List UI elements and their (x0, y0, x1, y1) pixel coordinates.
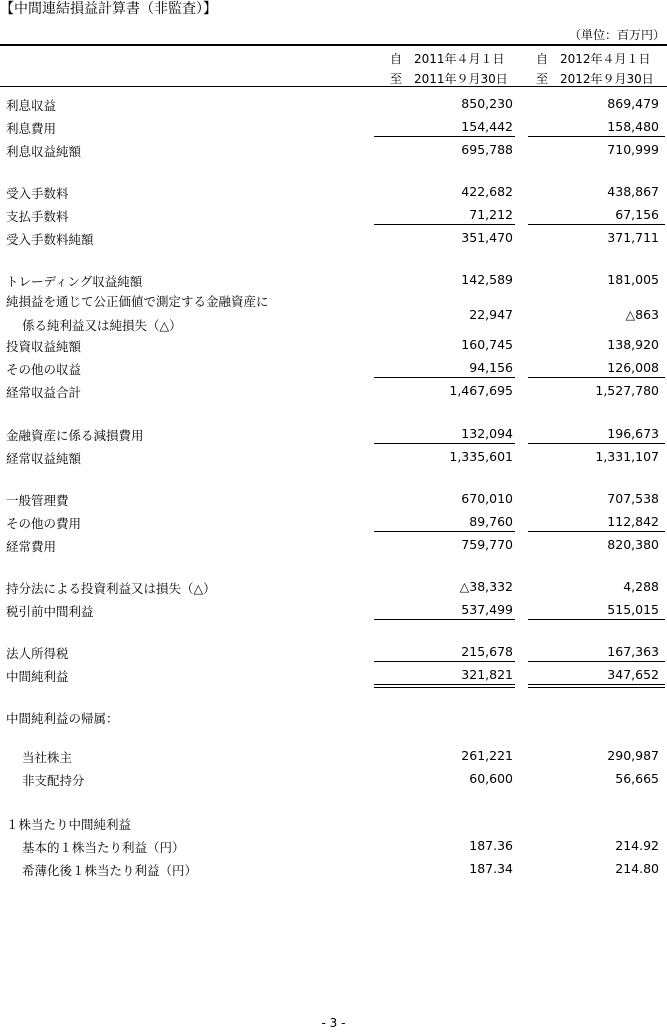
value-2012: 290,987 (607, 748, 659, 763)
value-2012: 4,288 (623, 579, 659, 594)
row-label: その他の収益 (6, 362, 82, 377)
value-2011: 1,335,601 (449, 449, 513, 464)
row-label: 利息収益純額 (6, 144, 82, 159)
unit-label: （単位：百万円） (568, 28, 665, 42)
table-row (0, 488, 667, 508)
value-2012: 112,842 (607, 514, 659, 529)
subtotal-rule (528, 684, 665, 685)
row-label: 経常収益純額 (6, 451, 82, 466)
value-2012: △863 (625, 307, 659, 322)
value-2011: 132,094 (461, 426, 513, 441)
table-row (0, 835, 667, 855)
table-row (0, 768, 667, 788)
row-label: 持分法による投資利益又は損失（△） (6, 581, 216, 596)
value-2012: 67,156 (615, 207, 659, 222)
row-label: トレーディング収益純額 (6, 274, 143, 289)
value-2011: 422,682 (461, 184, 513, 199)
row-label: １株当たり中間純利益 (6, 817, 132, 832)
value-2011: 351,470 (461, 230, 513, 245)
table-row (0, 116, 667, 136)
value-2011: 670,010 (461, 491, 513, 506)
table-row (0, 599, 667, 619)
row-label: 中間純利益 (6, 669, 69, 684)
subtotal-rule (374, 684, 515, 685)
value-2012: 214.92 (615, 838, 659, 853)
subtotal-rule (374, 224, 515, 225)
header-rule (0, 86, 667, 87)
row-label: 利息費用 (6, 121, 57, 136)
value-2012: 869,479 (607, 96, 659, 111)
value-2012: 1,331,107 (595, 449, 659, 464)
subtotal-rule (374, 443, 515, 444)
table-row (0, 357, 667, 377)
col1-period-start: 自 2011年４月１日 (390, 52, 505, 66)
row-label: 支払手数料 (6, 209, 69, 224)
value-2011: 321,821 (461, 667, 513, 682)
value-2012: 196,673 (607, 426, 659, 441)
table-row (0, 380, 667, 400)
table-row (0, 269, 667, 289)
table-row (0, 227, 667, 247)
subtotal-rule (374, 377, 515, 378)
table-row (0, 334, 667, 354)
row-label: 投資収益純額 (6, 339, 82, 354)
subtotal-rule (374, 136, 515, 137)
subtotal-rule (528, 661, 665, 662)
value-2012: 1,527,780 (595, 383, 659, 398)
subtotal-rule (528, 136, 665, 137)
value-2011: 215,678 (461, 644, 513, 659)
row-label: 法人所得税 (6, 646, 69, 661)
table-row (0, 576, 667, 596)
value-2012: 158,480 (607, 119, 659, 134)
col1-period-end: 至 2011年９月30日 (390, 72, 508, 86)
value-2012: 126,008 (607, 360, 659, 375)
top-rule (0, 44, 667, 46)
row-label: 純損益を通じて公正価値で測定する金融資産に (6, 294, 269, 309)
row-label: 非支配持分 (22, 773, 85, 788)
subtotal-rule (528, 377, 665, 378)
value-2011: 1,467,695 (449, 383, 513, 398)
value-2011: 94,156 (469, 360, 513, 375)
value-2012: 181,005 (607, 272, 659, 287)
row-label: 税引前中間利益 (6, 604, 94, 619)
value-2012: 438,867 (607, 184, 659, 199)
subtotal-rule (528, 443, 665, 444)
value-2011: 187.36 (469, 838, 513, 853)
subtotal-rule (374, 531, 515, 532)
value-2011: 537,499 (461, 602, 513, 617)
table-row (0, 534, 667, 554)
value-2011: 695,788 (461, 142, 513, 157)
value-2012: 371,711 (607, 230, 659, 245)
row-label: 中間純利益の帰属： (6, 711, 119, 726)
value-2011: 261,221 (461, 748, 513, 763)
value-2011: 71,212 (469, 207, 513, 222)
subtotal-rule (374, 661, 515, 662)
table-row (0, 641, 667, 661)
row-label: 受入手数料 (6, 186, 69, 201)
value-2012: 138,920 (607, 337, 659, 352)
document-title: 【中間連結損益計算書（非監査）】 (0, 1, 217, 17)
row-label: 一般管理費 (6, 493, 69, 508)
subtotal-rule (528, 224, 665, 225)
value-2011: 89,760 (469, 514, 513, 529)
value-2012: 347,652 (607, 667, 659, 682)
table-row (0, 446, 667, 466)
row-label: 基本的１株当たり利益（円） (22, 840, 185, 855)
subtotal-rule (528, 531, 665, 532)
table-row (0, 181, 667, 201)
value-2012: 515,015 (607, 602, 659, 617)
value-2012: 56,665 (615, 771, 659, 786)
value-2012: 707,538 (607, 491, 659, 506)
row-label: その他の費用 (6, 516, 82, 531)
row-label: 受入手数料純額 (6, 232, 94, 247)
col2-period-end: 至 2012年９月30日 (536, 72, 654, 86)
row-label: 当社株主 (22, 750, 73, 765)
value-2011: 22,947 (469, 307, 513, 322)
value-2011: △38,332 (459, 579, 513, 594)
value-2011: 187.34 (469, 861, 513, 876)
value-2011: 142,589 (461, 272, 513, 287)
table-row (0, 706, 667, 726)
value-2012: 710,999 (607, 142, 659, 157)
table-row (0, 745, 667, 765)
table-row (0, 139, 667, 159)
subtotal-rule (528, 619, 665, 620)
total-rule (528, 687, 665, 688)
table-row (0, 93, 667, 113)
row-label: 金融資産に係る減損費用 (6, 428, 144, 443)
row-label: 経常収益合計 (6, 385, 82, 400)
value-2012: 167,363 (607, 644, 659, 659)
value-2012: 820,380 (607, 537, 659, 552)
row-label: 利息収益 (6, 98, 57, 113)
value-2012: 214.80 (615, 861, 659, 876)
row-label: 経常費用 (6, 539, 57, 554)
table-row (0, 423, 667, 443)
table-row (0, 812, 667, 832)
table-row (0, 294, 667, 333)
page-number: - 3 - (321, 1016, 346, 1030)
table-row (0, 204, 667, 224)
table-row (0, 664, 667, 684)
subtotal-rule (374, 619, 515, 620)
row-label-continued: 係る純利益又は純損失（△） (22, 318, 182, 333)
value-2011: 759,770 (461, 537, 513, 552)
table-row (0, 511, 667, 531)
table-row (0, 858, 667, 878)
value-2011: 160,745 (461, 337, 513, 352)
value-2011: 850,230 (461, 96, 513, 111)
value-2011: 60,600 (469, 771, 513, 786)
row-label: 希薄化後１株当たり利益（円） (22, 863, 198, 878)
col2-period-start: 自 2012年４月１日 (536, 52, 651, 66)
total-rule (374, 687, 515, 688)
value-2011: 154,442 (461, 119, 513, 134)
